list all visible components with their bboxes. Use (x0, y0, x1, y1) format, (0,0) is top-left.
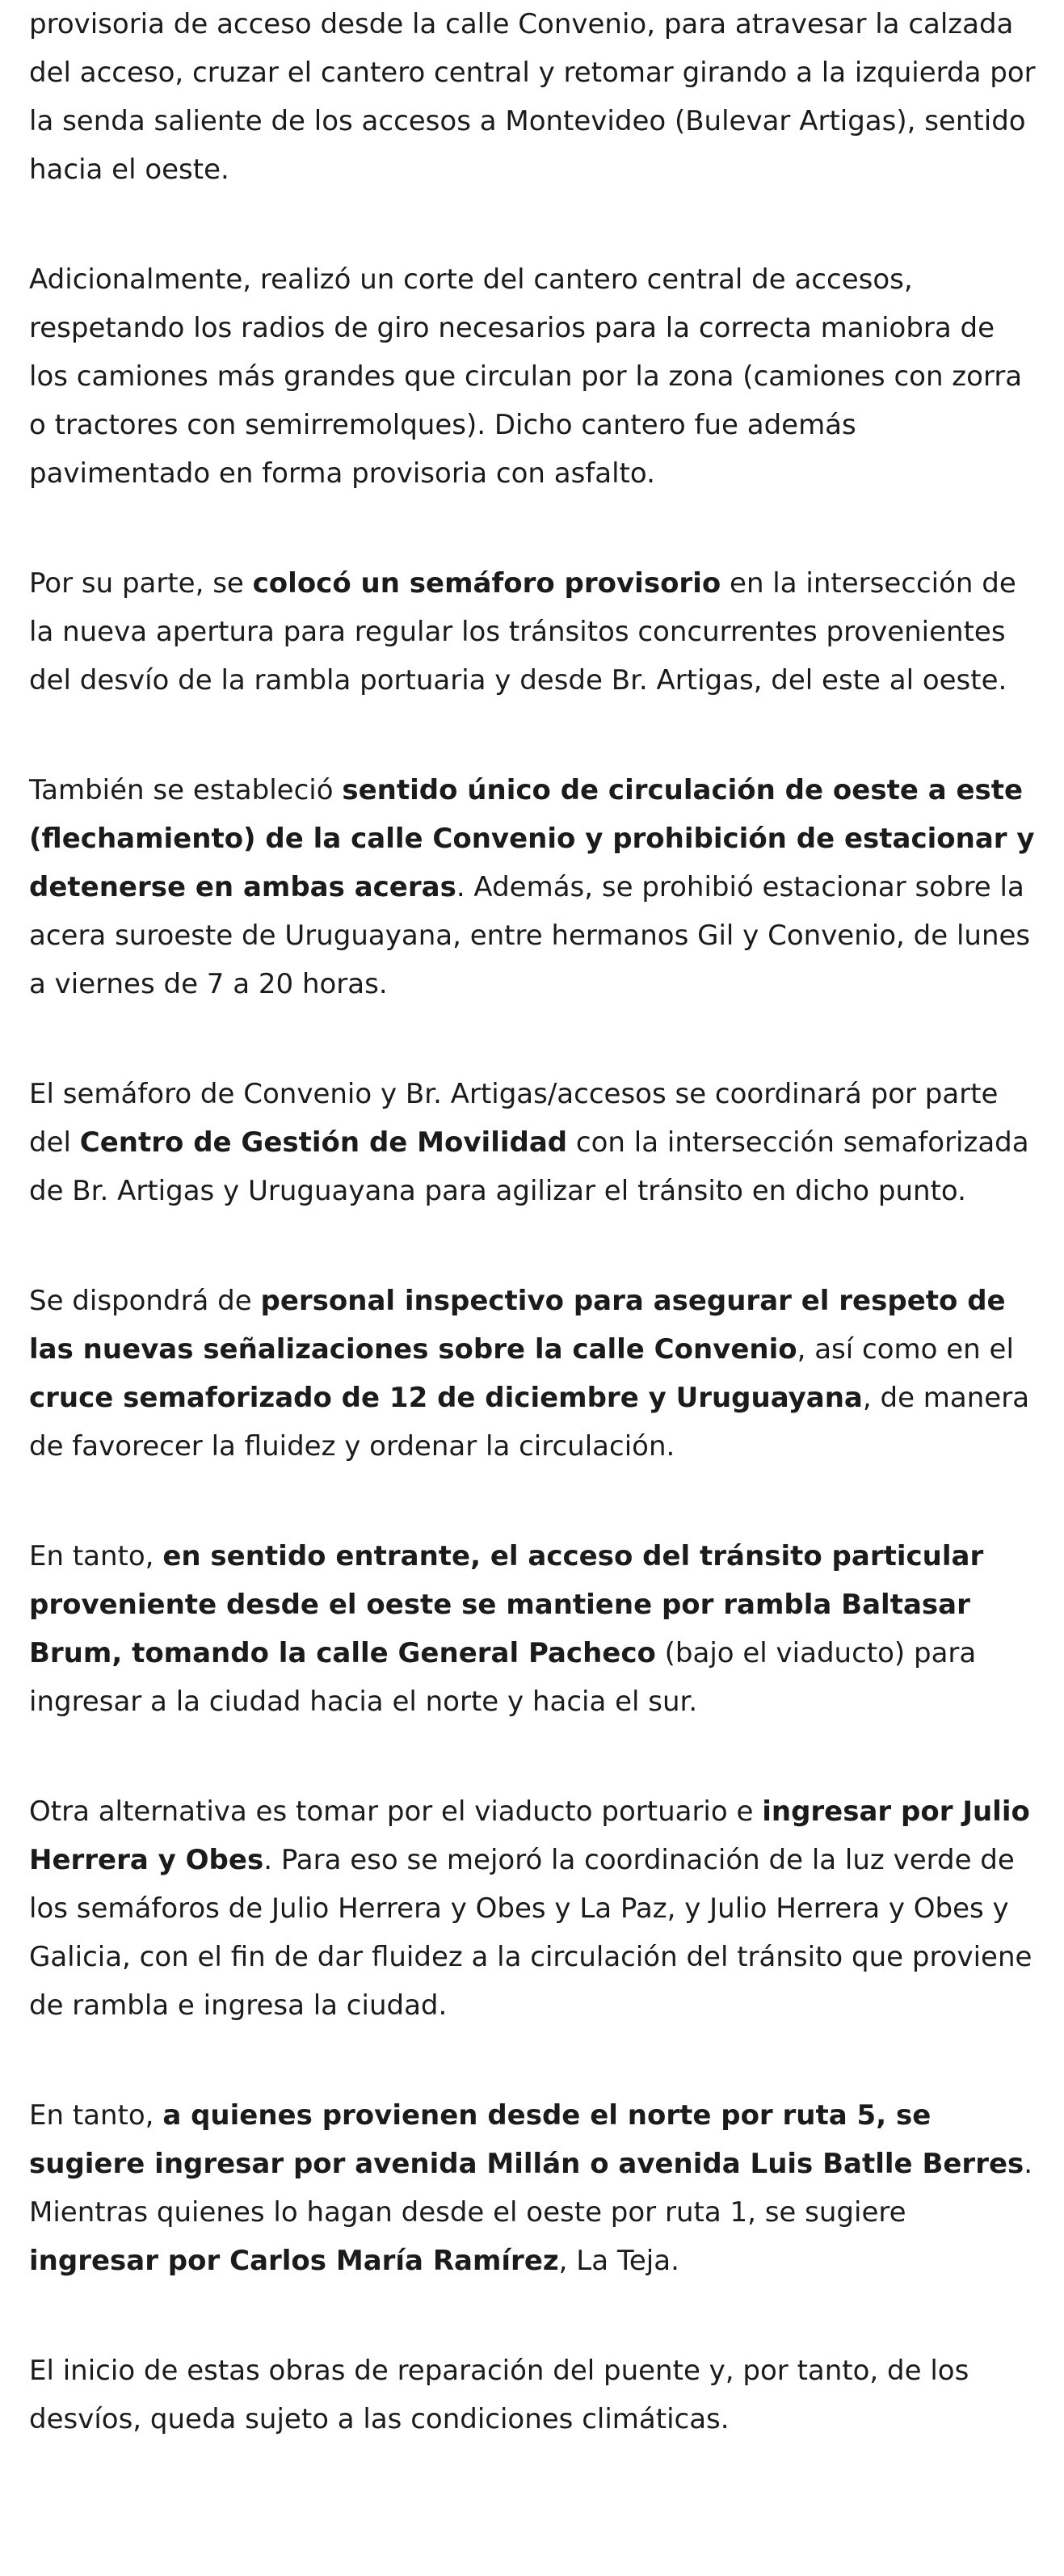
bold-text: colocó un semáforo provisorio (252, 567, 721, 600)
paragraph-text: , así como en el (797, 1333, 1014, 1366)
article-paragraph (29, 255, 1039, 498)
paragraph-text: En tanto, (29, 2099, 163, 2132)
bold-text: ingresar por Carlos María Ramírez (29, 2245, 559, 2277)
bold-text: personal inspectivo para asegurar el respeto de las nuevas señalizaciones sobre la calle Convenio (29, 1285, 1006, 1366)
paragraph-text: El semáforo de Convenio y Br. Artigas/accesos se coordinará por parte del (29, 1078, 999, 1159)
bold-text: en sentido entrante, el acceso del tránsito particular proveniente desde el oeste se mantiene por rambla Baltasar Brum, tomando la calle General Pacheco (29, 1540, 984, 1669)
article-paragraph (29, 0, 1039, 194)
paragraph-text: También se estableció (29, 774, 343, 806)
paragraph-text: provisoria de acceso desde la calle Convenio, para atravesar la calzada del acceso, cruzar el cantero central y retomar girando a la izquierda por la senda saliente de los accesos a Montevideo (Bulevar Artigas), sentido hacia el oeste. (29, 8, 1036, 186)
paragraph-text: Por su parte, se (29, 567, 253, 600)
article-paragraph (29, 559, 1039, 705)
paragraph-text: en la intersección de la nueva apertura para regular los tránsitos concurrentes provenientes del desvío de la rambla portuaria y desde Br. Artigas, del este al oeste. (29, 567, 1016, 697)
bold-text: Centro de Gestión de Movilidad (79, 1126, 568, 1159)
paragraph-text: . Para eso se mejoró la coordinación de la luz verde de los semáforos de Julio Herrera y Obes y La Paz, y Julio Herrera y Obes y Galicia, con el fin de dar fluidez a la circulación del tránsito que proviene de rambla e ingresa la ciudad. (29, 1844, 1032, 2022)
paragraph-text: , de manera de favorecer la fluidez y ordenar la circulación. (29, 1382, 1030, 1463)
article-body (29, 0, 1039, 2443)
article-paragraph (29, 766, 1039, 1008)
article-paragraph (29, 1277, 1039, 1471)
paragraph-text: con la intersección semaforizada de Br. Artigas y Uruguayana para agilizar el tránsito en dicho punto. (29, 1126, 1029, 1207)
article-paragraph (29, 2347, 1039, 2443)
bold-text: sentido único de circulación de oeste a este (flechamiento) de la calle Convenio y prohibición de estacionar y detenerse en ambas aceras (29, 774, 1035, 903)
paragraph-text: Adicionalmente, realizó un corte del cantero central de accesos, respetando los radios de giro necesarios para la correcta maniobra de los camiones más grandes que circulan por la zona (camiones con zorra o tractores con semirremolques). Dicho cantero fue además pavimentado en forma provisoria con asfalto. (29, 263, 1023, 490)
paragraph-text: , La Teja. (558, 2245, 679, 2277)
bold-text: a quienes provienen desde el norte por ruta 5, se sugiere ingresar por avenida Millán o avenida Luis Batlle Berres (29, 2099, 1024, 2180)
paragraph-text: . Mientras quienes lo hagan desde el oeste por ruta 1, se sugiere (29, 2148, 1033, 2229)
paragraph-text: . Además, se prohibió estacionar sobre la acera suroeste de Uruguayana, entre hermanos Gil y Convenio, de lunes a viernes de 7 a 20 horas. (29, 871, 1031, 1000)
paragraph-text: En tanto, (29, 1540, 163, 1572)
paragraph-text: (bajo el viaducto) para ingresar a la ciudad hacia el norte y hacia el sur. (29, 1637, 977, 1718)
article-paragraph (29, 1532, 1039, 1726)
bold-text: ingresar por Julio Herrera y Obes (29, 1795, 1030, 1876)
paragraph-text: Se dispondrá de (29, 1285, 261, 1317)
article-paragraph (29, 2091, 1039, 2285)
bold-text: cruce semaforizado de 12 de diciembre y Uruguayana (29, 1382, 863, 1414)
paragraph-text: Otra alternativa es tomar por el viaducto portuario e (29, 1795, 763, 1828)
article-paragraph (29, 1070, 1039, 1215)
article-paragraph (29, 1787, 1039, 2030)
paragraph-text: El inicio de estas obras de reparación del puente y, por tanto, de los desvíos, queda sujeto a las condiciones climáticas. (29, 2355, 969, 2435)
